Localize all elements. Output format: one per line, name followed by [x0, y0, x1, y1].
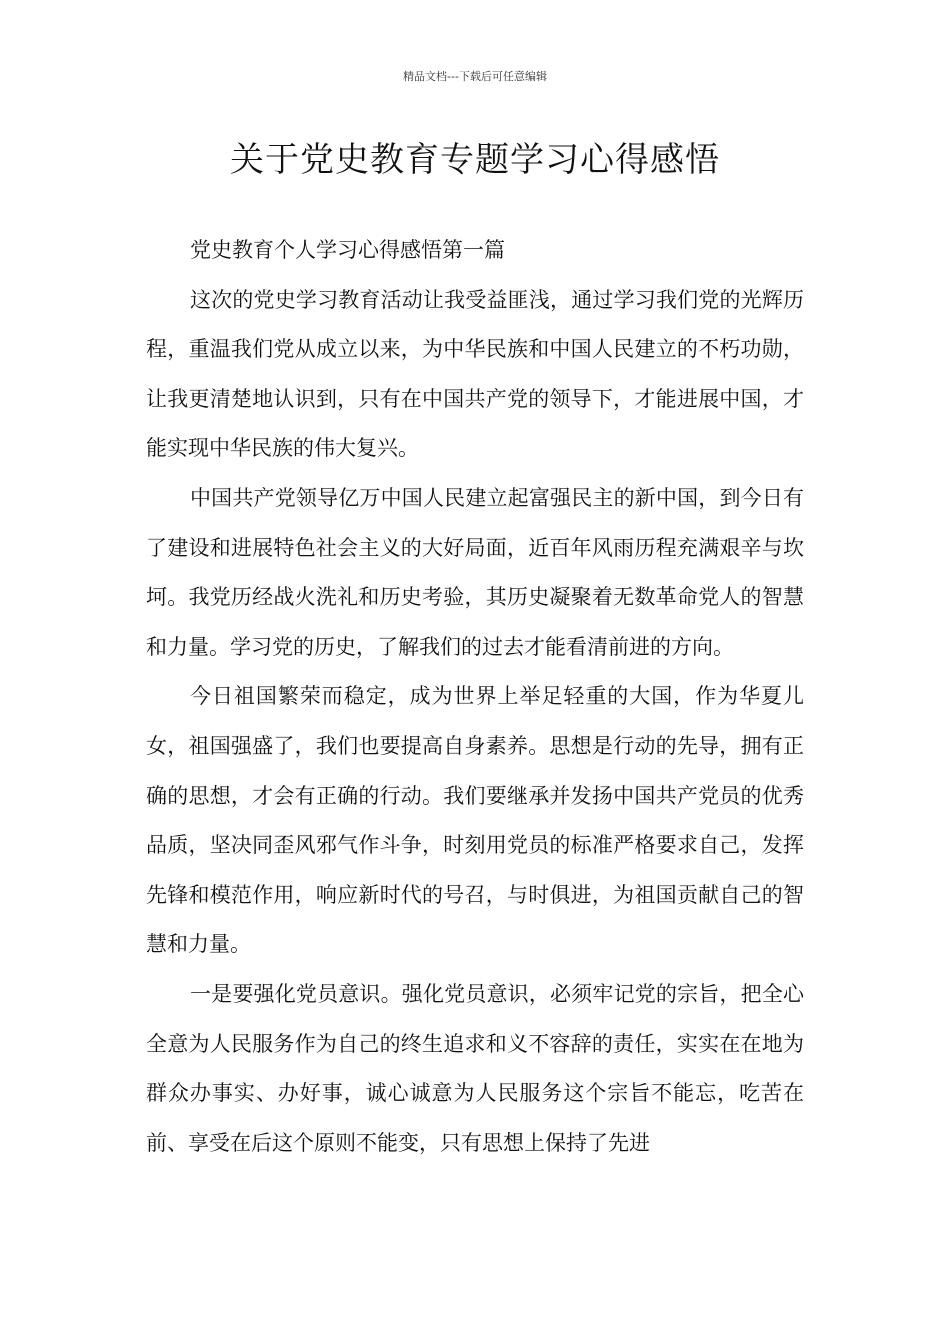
header-note: 精品文档---下载后可任意编辑	[403, 70, 547, 83]
paragraph: 今日祖国繁荣而稳定，成为世界上举足轻重的大国，作为华夏儿女，祖国强盛了，我们也要提高自身素养。思想是行动的先导，拥有正确的思想，才会有正确的行动。我们要继承并发扬中国共产党员的优秀品质，坚决同歪风邪气作斗争，时刻用党员的标准严格要求自己，发挥先锋和模范作用，响应新时代的号召，与时俱进，为祖国贡献自己的智慧和力量。	[146, 684, 804, 957]
paragraph: 中国共产党领导亿万中国人民建立起富强民主的新中国，到今日有了建设和进展特色社会主义的大好局面，近百年风雨历程充满艰辛与坎坷。我党历经战火洗礼和历史考验，其历史凝聚着无数革命党人的智慧和力量。学习党的历史，了解我们的过去才能看清前进的方向。	[146, 485, 804, 659]
paragraph: 这次的党史学习教育活动让我受益匪浅，通过学习我们党的光辉历程，重温我们党从成立以来，为中华民族和中国人民建立的不朽功勋，让我更清楚地认识到，只有在中国共产党的领导下，才能进展中国，才能实现中华民族的伟大复兴。	[146, 287, 804, 461]
paragraph: 一是要强化党员意识。强化党员意识，必须牢记党的宗旨，把全心全意为人民服务作为自己的终生追求和义不容辞的责任，实实在在地为群众办事实、办好事，诚心诚意为人民服务这个宗旨不能忘，吃苦在前、享受在后这个原则不能变，只有思想上保持了先进	[146, 981, 804, 1155]
document-body	[146, 226, 804, 1168]
document-title: 关于党史教育专题学习心得感悟	[230, 140, 720, 180]
section-heading: 党史教育个人学习心得感悟第一篇	[190, 238, 505, 262]
